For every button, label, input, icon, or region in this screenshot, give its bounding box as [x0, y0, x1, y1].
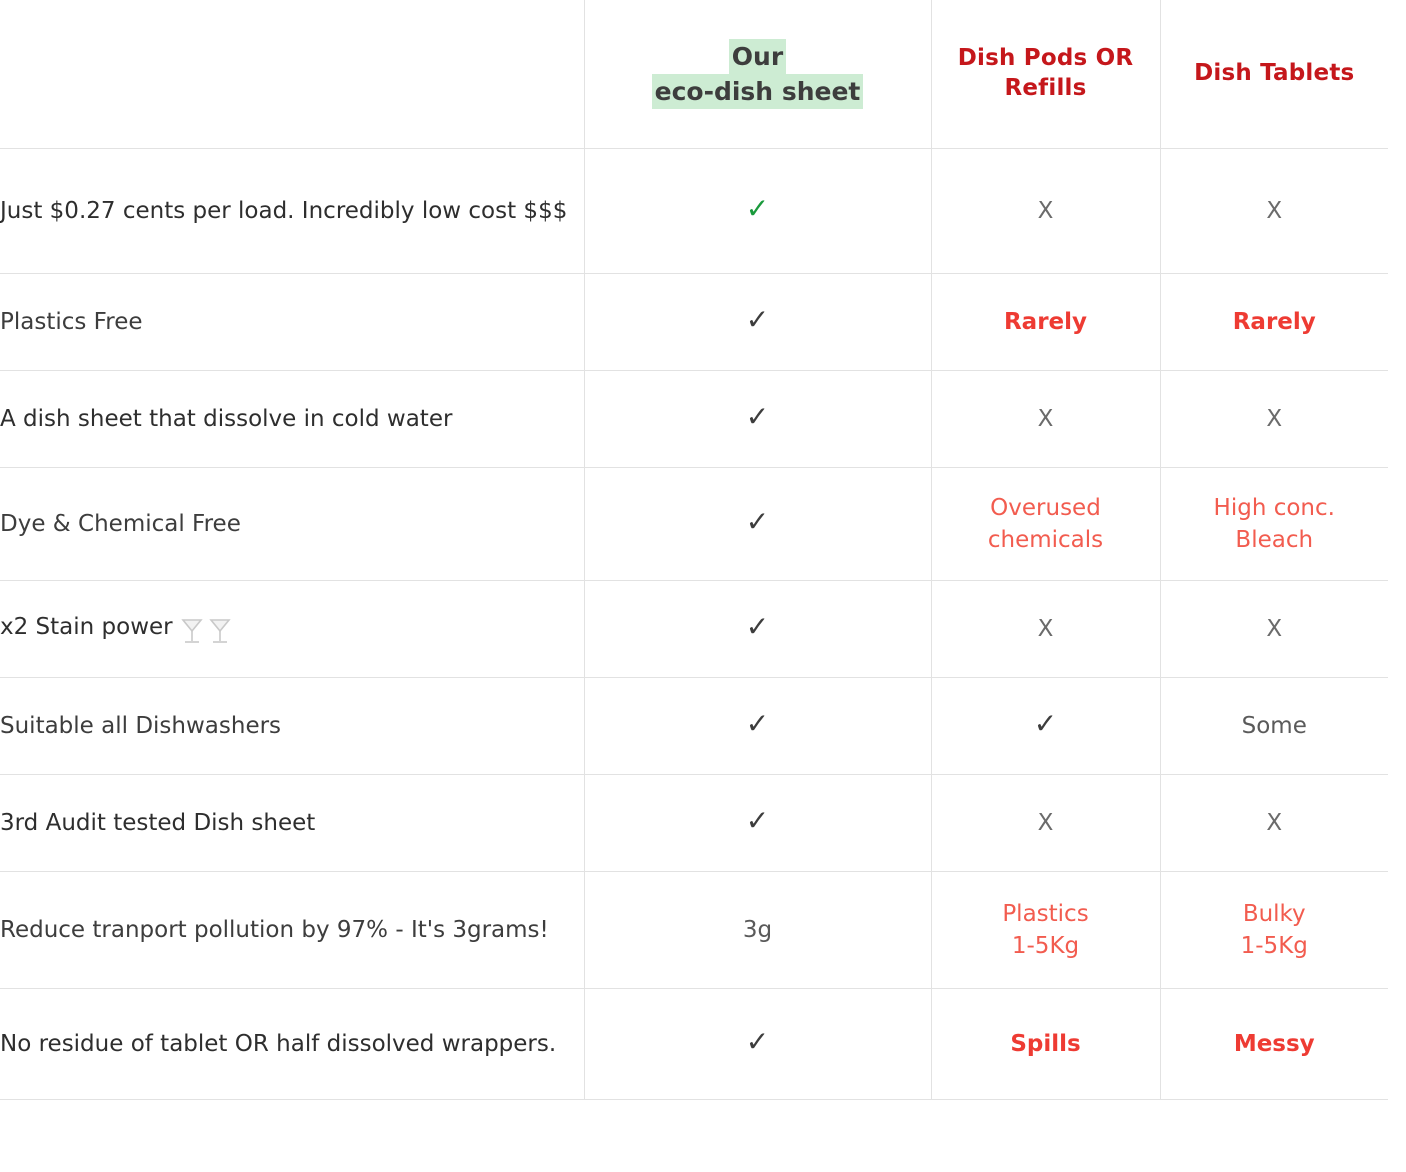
pods-value	[931, 872, 1160, 989]
tablets-value-line1: Bulky	[1242, 900, 1306, 927]
feature-label: Just $0.27 cents per load. Incredibly low cost $$$	[0, 149, 584, 274]
feature-label: Dye & Chemical Free	[0, 468, 584, 581]
ours-value	[584, 678, 931, 775]
feature-label: Plastics Free	[0, 274, 584, 371]
feature-label: 3rd Audit tested Dish sheet	[0, 775, 584, 872]
feature-label: Reduce tranport pollution by 97% - It's 3grams!	[0, 872, 584, 989]
x-icon: X	[1266, 197, 1283, 224]
pods-value	[931, 149, 1160, 274]
x-icon: X	[1037, 615, 1054, 642]
ours-value: 3g	[584, 872, 931, 989]
header-dish-pods	[931, 0, 1160, 149]
pods-value-line2: chemicals	[987, 527, 1104, 553]
pods-value-line1: Plastics	[1002, 900, 1089, 927]
header-dish-tablets: Dish Tablets	[1160, 0, 1388, 149]
feature-label: No residue of tablet OR half dissolved wrappers.	[0, 989, 584, 1100]
header-dish-pods-line2: Refills	[1004, 75, 1087, 101]
table-row	[0, 581, 1388, 678]
ours-value	[584, 468, 931, 581]
pods-value-line1: Overused	[990, 494, 1101, 521]
pods-value-line2: 1-5Kg	[1011, 933, 1080, 959]
tablets-value: Messy	[1160, 989, 1388, 1100]
x-icon: X	[1266, 809, 1283, 836]
pods-value	[931, 581, 1160, 678]
tablets-value-line2: Bleach	[1235, 527, 1314, 553]
tablets-value-line2: 1-5Kg	[1240, 933, 1308, 959]
ours-value	[584, 149, 931, 274]
check-icon: ✓	[1033, 706, 1058, 740]
tablets-value	[1160, 468, 1388, 581]
feature-label: Suitable all Dishwashers	[0, 678, 584, 775]
header-our-product-line1: Our	[729, 39, 786, 74]
tablets-value	[1160, 149, 1388, 274]
pods-value: Spills	[931, 989, 1160, 1100]
x-icon: X	[1037, 197, 1054, 224]
table-row	[0, 678, 1388, 775]
ours-value	[584, 274, 931, 371]
tablets-value-line1: High conc.	[1213, 494, 1335, 521]
header-our-product-line2: eco-dish sheet	[652, 74, 864, 109]
pods-value	[931, 371, 1160, 468]
ours-value	[584, 775, 931, 872]
check-icon: ✓	[745, 504, 770, 538]
x-icon: X	[1037, 405, 1054, 432]
pods-value	[931, 468, 1160, 581]
check-icon: ✓	[745, 609, 770, 643]
table-row	[0, 775, 1388, 872]
check-icon: ✓	[745, 803, 770, 837]
ours-value	[584, 989, 931, 1100]
feature-label-text: x2 Stain power	[0, 613, 173, 640]
pods-value: Rarely	[931, 274, 1160, 371]
table-row	[0, 371, 1388, 468]
x-icon: X	[1266, 405, 1283, 432]
table-row	[0, 872, 1388, 989]
check-icon: ✓	[745, 1024, 770, 1058]
check-icon: ✓	[745, 191, 770, 225]
ours-value	[584, 371, 931, 468]
tablets-value	[1160, 775, 1388, 872]
pods-value	[931, 775, 1160, 872]
check-icon: ✓	[745, 302, 770, 336]
ours-value	[584, 581, 931, 678]
tablets-value	[1160, 872, 1388, 989]
table-row	[0, 989, 1388, 1100]
table-row	[0, 274, 1388, 371]
tablets-value: Rarely	[1160, 274, 1388, 371]
tablets-value: Some	[1160, 678, 1388, 775]
table-header-row	[0, 0, 1388, 149]
check-icon: ✓	[745, 706, 770, 740]
pods-value	[931, 678, 1160, 775]
header-our-product	[584, 0, 931, 149]
wine-glass-icon	[179, 615, 235, 648]
header-feature-column	[0, 0, 584, 149]
x-icon: X	[1037, 809, 1054, 836]
tablets-value	[1160, 581, 1388, 678]
tablets-value	[1160, 371, 1388, 468]
check-icon: ✓	[745, 399, 770, 433]
header-dish-pods-line1: Dish Pods OR	[957, 45, 1134, 72]
table-row	[0, 149, 1388, 274]
table-row	[0, 468, 1388, 581]
feature-label	[0, 581, 584, 678]
x-icon: X	[1266, 615, 1283, 642]
feature-label: A dish sheet that dissolve in cold water	[0, 371, 584, 468]
